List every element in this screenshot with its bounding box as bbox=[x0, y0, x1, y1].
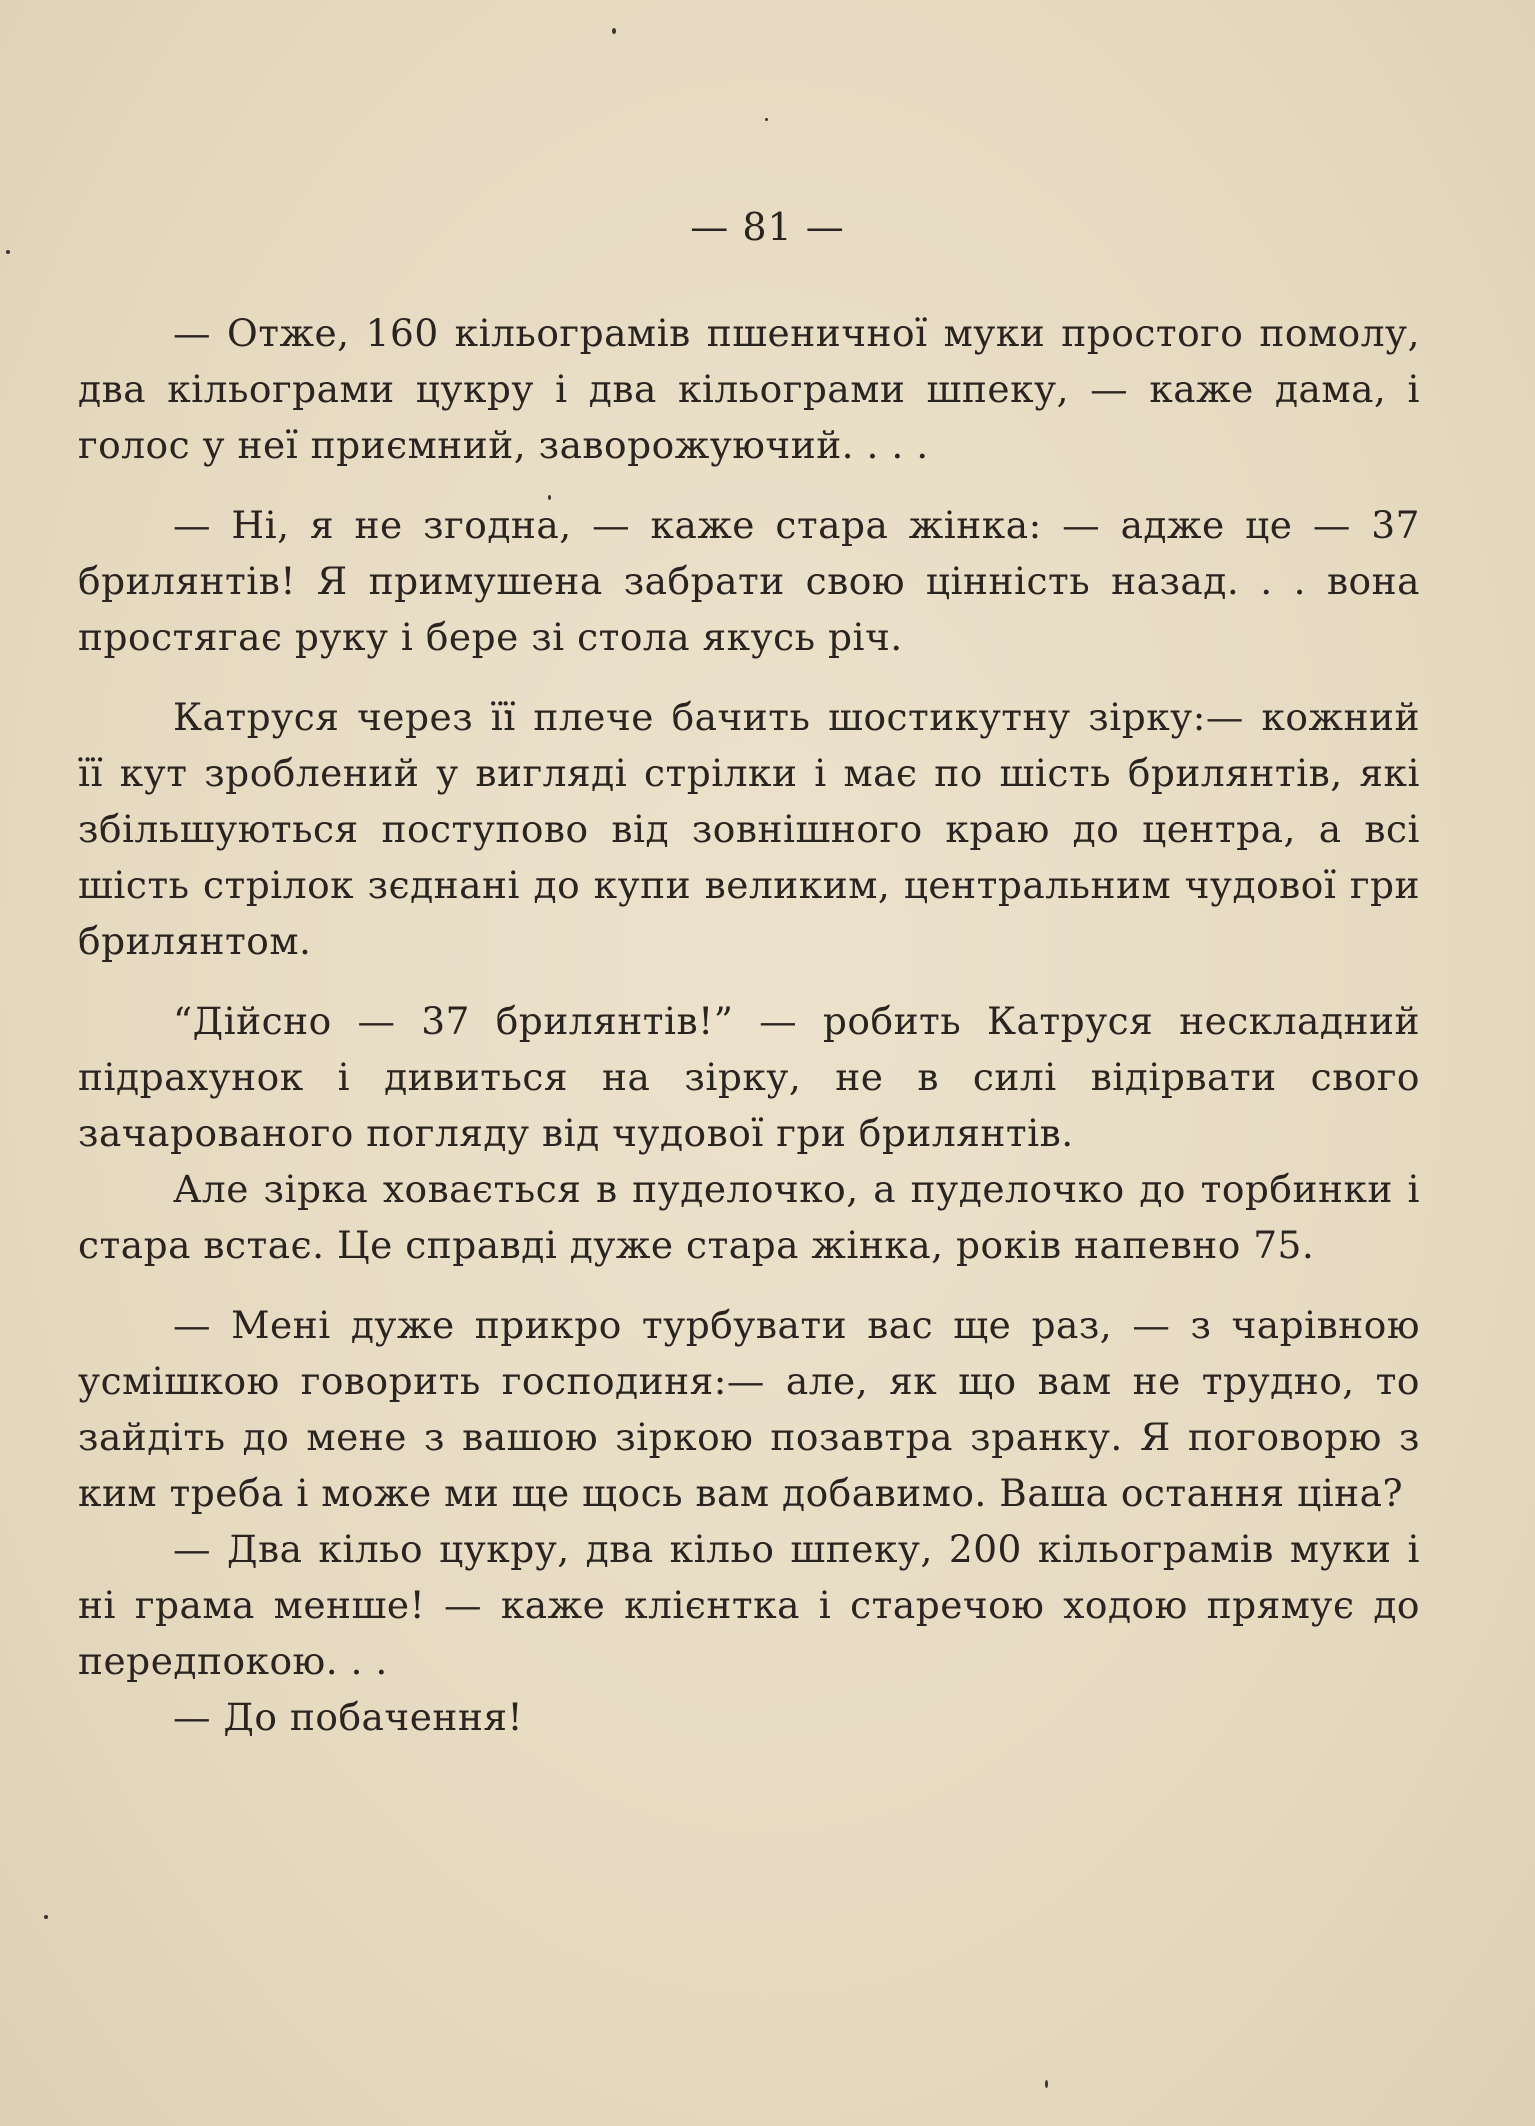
print-speck bbox=[6, 250, 10, 254]
page-number: — 81 — bbox=[690, 205, 845, 249]
paragraph: — Два кільо цукру, два кільо шпеку, 200 кільограмів муки і ні грама менше! — каже клієнтка і старечою ходою прямує до передпокою. . . bbox=[78, 1527, 1420, 1683]
print-speck bbox=[765, 118, 768, 121]
print-speck bbox=[1045, 2080, 1048, 2088]
paragraph: — Ні, я не згодна, — каже стара жінка: — адже це — 37 брилянтів! Я примушена забрати свою цінність назад. . . вона простягає руку і бере зі стола якусь річ. bbox=[78, 503, 1420, 659]
paragraph: — Отже, 160 кільограмів пшеничної муки простого помолу, два кільограми цукру і два кільограми шпеку, — каже дама, і голос у неї приємний, заворожуючий. . . . bbox=[78, 311, 1420, 467]
body-text bbox=[78, 305, 1420, 1745]
paragraph: Але зірка ховається в пуделочко, а пуделочко до торбинки і стара встає. Це справді дуже стара жінка, років напевно 75. bbox=[78, 1167, 1420, 1267]
print-speck bbox=[612, 28, 616, 34]
print-speck bbox=[44, 1915, 48, 1919]
paragraph: Катруся через її плече бачить шостикутну зірку:— кожний її кут зроблений у вигляді стрілки і має по шість брилянтів, які збільшуються поступово від зовнішного краю до центра, а всі шість стрілок зєднані до купи великим, центральним чудової гри брилянтом. bbox=[78, 695, 1420, 963]
paragraph: — Мені дуже прикро турбувати вас ще раз, — з чарівною усмішкою говорить господиня:— але, як що вам не трудно, то зайдіть до мене з вашою зіркою позавтра зранку. Я поговорю з ким треба і може ми ще щось вам добавимо. Ваша остання ціна? bbox=[78, 1303, 1420, 1515]
paragraph: — До побачення! bbox=[173, 1695, 524, 1739]
paragraph: “Дійсно — 37 брилянтів!” — робить Катруся нескладний підрахунок і дивиться на зірку, не в силі відірвати свого зачарованого погляду від чудової гри брилянтів. bbox=[78, 999, 1420, 1155]
